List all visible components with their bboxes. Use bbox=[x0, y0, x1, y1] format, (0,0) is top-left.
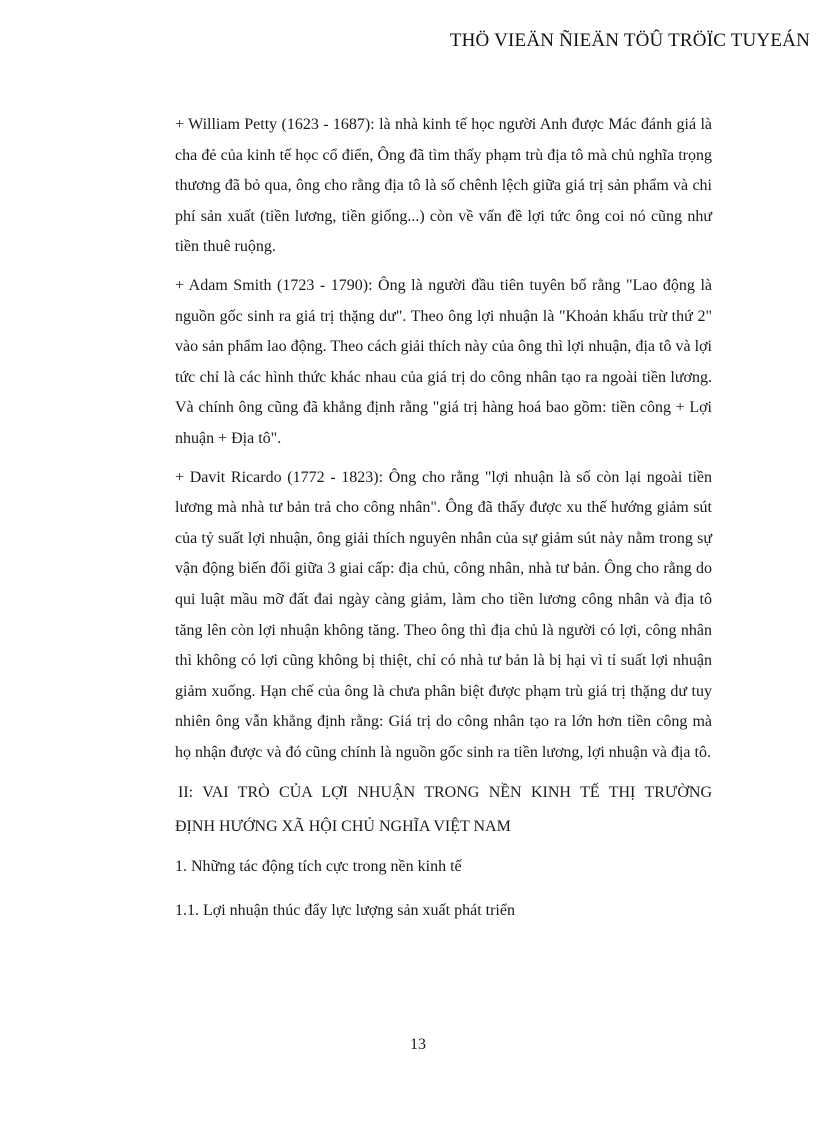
paragraph-william-petty: + William Petty (1623 - 1687): là nhà kinh tế học người Anh được Mác đánh giá là cha đẻ của kinh tế học cổ điển, Ông đã tìm thấy phạm trù địa tô mà chủ nghĩa trọng thương đã bỏ qua, ông cho rằng địa tô là số chênh lệch giữa giá trị sản phẩm và chi phí sản xuất (tiền lương, tiền giống...) còn về vấn đề lợi tức ông coi nó cũng như tiền thuê ruộng. bbox=[175, 116, 712, 256]
section-heading-line-2: ĐỊNH HƯỚNG XÃ HỘI CHỦ NGHĨA VIỆT NAM bbox=[175, 818, 511, 836]
page-number: 13 bbox=[410, 1036, 426, 1053]
section-heading-line-1: II: VAI TRÒ CỦA LỢI NHUẬN TRONG NỀN KINH TẾ THỊ TRƯỜNG bbox=[178, 784, 712, 802]
section-heading bbox=[175, 776, 712, 844]
paragraph-davit-ricardo: + Davit Ricardo (1772 - 1823): Ông cho rằng "lợi nhuận là số còn lại ngoài tiền lương mà nhà tư bản trả cho công nhân". Ông đã thấy được xu thế hướng giảm sút của tỷ suất lợi nhuận, ông giải thích nguyên nhân của sự giảm sút này nằm trong sự vận động biến đổi giữa 3 giai cấp: địa chủ, công nhân, nhà tư bản. Ông cho rằng do qui luật mầu mỡ đất đai ngày càng giảm, làm cho tiền lương công nhân và địa tô tăng lên còn lợi nhuận không tăng. Theo ông thì địa chủ là người có lợi, công nhân thì không có lợi cũng không bị thiệt, chỉ có nhà tư bản là bị hại vì tỉ suất lợi nhuận giảm xuống. Hạn chế của ông là chưa phân biệt được phạm trù giá trị thặng dư tuy nhiên ông vẫn khẳng định rằng: Giá trị do công nhân tạo ra lớn hơn tiền công mà họ nhận được và đó cũng chính là nguồn gốc sinh ra tiền lương, lợi nhuận và địa tô. bbox=[175, 468, 712, 761]
subheading-1-1: 1.1. Lợi nhuận thúc đẩy lực lượng sản xuất phát triển bbox=[175, 902, 515, 920]
subheading-1: 1. Những tác động tích cực trong nền kinh tế bbox=[175, 858, 462, 876]
paragraph-adam-smith: + Adam Smith (1723 - 1790): Ông là người đầu tiên tuyên bố rằng "Lao động là nguồn gốc sinh ra giá trị thặng dư". Theo ông lợi nhuận là "Khoản khấu trừ thứ 2" vào sản phẩm lao động. Theo cách giải thích này của ông thì lợi nhuận, địa tô và lợi tức chỉ là các hình thức khác nhau của giá trị do công nhân tạo ra ngoài tiền lương. Và chính ông cũng đã khẳng định rằng "giá trị hàng hoá bao gồm: tiền công + Lợi nhuận + Địa tô". bbox=[175, 276, 712, 447]
header-title: THÖ VIEÄN ÑIEÄN TÖÛ TRÖÏC TUYEÁN bbox=[449, 30, 810, 51]
document-body bbox=[175, 110, 712, 940]
